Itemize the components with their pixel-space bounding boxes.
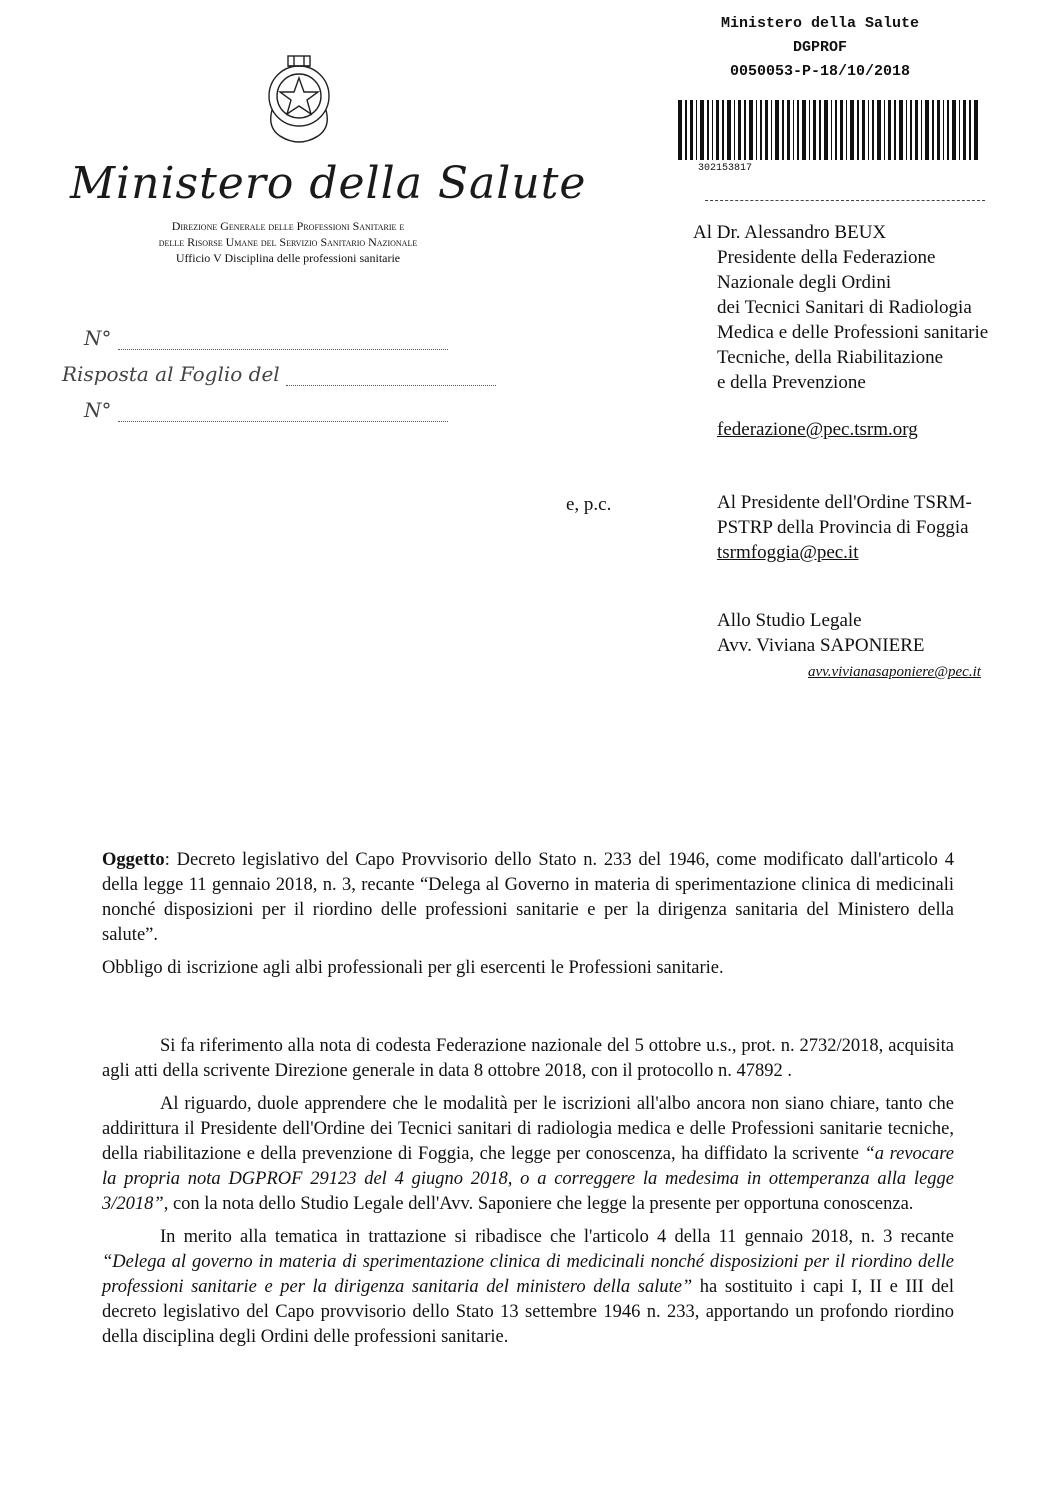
second-recipient (717, 490, 972, 565)
subject-label: Oggetto (102, 850, 165, 870)
subject-block (102, 848, 954, 981)
barcode-number: 302153817 (698, 163, 753, 174)
directorate-line1: Direzione Generale delle Professioni Sanitarie e (171, 219, 405, 233)
primary-email-link[interactable]: federazione@pec.tsrm.org (717, 419, 918, 440)
protocol-n2-label: N° (84, 398, 112, 422)
body-paragraph-1: Si fa riferimento alla nota di codesta Federazione nazionale del 5 ottobre u.s., prot. n. 2732/2018, acquisita agli atti della scrivente Direzione generale in data 8 ottobre 2018, con il protocollo n. 47892 . (102, 1036, 954, 1081)
protocol-n-line (118, 348, 448, 350)
reply-label: Risposta al Foglio del (62, 362, 280, 386)
recipient-line: dei Tecnici Sanitari di Radiologia (717, 297, 972, 318)
recipient-line: Avv. Viviana SAPONIERE (717, 635, 925, 656)
ministry-title: Ministero della Salute (70, 158, 587, 209)
protocol-n2-line (118, 420, 448, 422)
stamp-department: DGPROF (792, 39, 847, 56)
p2-quote: “a revocare la propria nota DGPROF 29123 del 4 giugno 2018, o a correggere la medesima in ottemperanza alla legge 3/2018” (102, 1144, 954, 1214)
letter-body (102, 1034, 954, 1350)
protocol-n-row (84, 326, 448, 350)
protocol-n2-row (84, 398, 448, 422)
directorate-header (88, 218, 488, 266)
stamp-protocol-number: 0050053-P-18/10/2018 (729, 63, 911, 80)
recipient-line: Al Presidente dell'Ordine TSRM- (717, 492, 972, 513)
recipient-line: Presidente della Federazione (717, 247, 936, 268)
reply-line (286, 384, 496, 386)
recipient-line: PSTRP della Provincia di Foggia (717, 517, 969, 538)
divider (705, 200, 985, 201)
second-email-link[interactable]: tsrmfoggia@pec.it (717, 542, 859, 563)
cc-label: e, p.c. (566, 494, 612, 515)
reply-row (62, 362, 496, 386)
stamp-ministry: Ministero della Salute (720, 15, 920, 32)
p3-quote: “Delega al governo in materia di sperimentazione clinica di medicinali nonché disposizioni per il riordino delle professioni sanitarie e per la dirigenza sanitaria del ministero della salute” (102, 1252, 954, 1297)
protocol-stamp (660, 12, 980, 84)
p2-text-a: Al riguardo, duole apprendere che le modalità per le iscrizioni all'albo ancora non siano chiare, tanto che addirittura il Presidente dell'Ordine dei Tecnici sanitari di radiologia medica e delle Professioni sanitarie tecniche, della riabilitazione e della prevenzione di Foggia, che legge per conoscenza, ha diffidato la scrivente (102, 1094, 954, 1164)
p2-text-b: , con la nota dello Studio Legale dell'Avv. Saponiere che legge la presente per opportuna conoscenza. (163, 1194, 914, 1214)
directorate-line2: delle Risorse Umane del Servizio Sanitario Nazionale (158, 235, 418, 249)
recipient-line: Medica e delle Professioni sanitarie (717, 322, 989, 343)
barcode (678, 100, 978, 160)
recipient-line: Allo Studio Legale (717, 610, 862, 631)
third-recipient (717, 608, 925, 658)
protocol-n-label: N° (84, 326, 112, 350)
body-paragraph-3 (102, 1225, 954, 1350)
subject-text: : Decreto legislativo del Capo Provvisorio dello Stato n. 233 del 1946, come modificato dall'articolo 4 della legge 11 gennaio 2018, n. 3, recante “Delega al Governo in materia di sperimentazione clinica di medicinali nonché disposizioni per il riordino delle professioni sanitarie e per la dirigenza sanitaria del Ministero della salute”. (102, 850, 954, 945)
p3-text-a: In merito alla tematica in trattazione si ribadisce che l'articolo 4 della 11 gennaio 2018, n. 3 recante (160, 1227, 954, 1247)
office-line: Ufficio V Disciplina delle professioni sanitarie (175, 251, 401, 265)
subject-paragraph (102, 848, 954, 948)
subject-line2: Obbligo di iscrizione agli albi professionali per gli esercenti le Professioni sanitarie. (102, 958, 724, 978)
body-paragraph-2 (102, 1092, 954, 1217)
primary-recipient (693, 220, 989, 442)
italian-republic-emblem-icon (258, 52, 340, 150)
p3-text-b: ha sostituito i capi I, II e III del decreto legislativo del Capo provvisorio dello Stato 13 settembre 1946 n. 233, apportando un profondo riordino della disciplina degli Ordini delle professioni sanitarie. (102, 1277, 954, 1347)
recipient-line: e della Prevenzione (717, 372, 866, 393)
third-email-link[interactable]: avv.vivianasaponiere@pec.it (808, 664, 981, 680)
recipient-line: Tecniche, della Riabilitazione (717, 347, 944, 368)
recipient-line: Al Dr. Alessandro BEUX (693, 222, 887, 243)
recipient-line: Nazionale degli Ordini (717, 272, 892, 293)
